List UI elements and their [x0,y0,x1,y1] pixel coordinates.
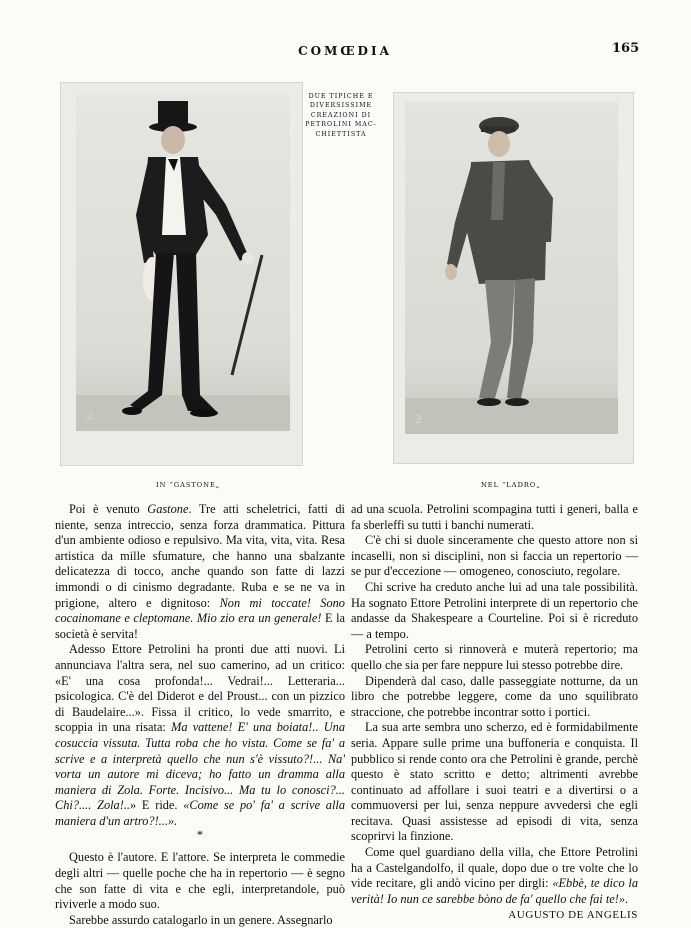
magazine-title: COMŒDIA [298,44,392,58]
gastone-figure-illustration [76,95,290,431]
text-run: E la società è servita! [55,611,345,641]
text-run: Come quel guardiano della villa, che Ettore Petrolini ha a Castelgandolfo, il quale, dopo due o tre volte che lo vide recitare, gli andò vicino per dirgli: [351,845,638,891]
paragraph: Chi scrive ha creduto anche lui ad una tale possibilità. Ha sognato Ettore Petrolini interprete di un repertorio che andasse da Shakespeare a Courteline. Poi si è ricreduto — a tempo. [351,579,638,641]
article-column-left [55,502,345,928]
center-caption-line: DUE TIPICHE E [308,93,374,100]
left-photo-caption: IN “GASTONE„ [156,481,221,489]
play-title-gastone: Gastone [147,502,189,516]
quoted-dialect: Ma vattene! E' una boiata!.. Una cosuccia vissuta. Tutta roba che ho vista. Come se fa' a scrive e a interpretà quello che nun s'è vissuto?!... Na' vorta un autore mi diceva; ho fatto un dramma alla maniera di Zola. Forte. Incisivo... Ma tu lo conosci?... Chi?.... Zola!.. [55,720,345,813]
center-caption-line: DIVERSISSIME [309,102,373,110]
center-caption-line: PETROLINI MAC- [305,121,377,129]
text-run: » E ride. [130,798,184,813]
paragraph: ad una scuola. Petrolini scompagina tutti i generi, balla e fa sberleffi su tutti i banchi numerati. [351,502,638,532]
text-run: . [625,891,629,906]
center-caption [301,92,381,139]
article-column-right [351,502,638,924]
paragraph: Petrolini certo si rinnoverà e muterà repertorio; ma quello che sia per fare neppure lui stesso potrebbe dire. [351,642,638,672]
paragraph: Dipenderà dal caso, dalle passeggiate notturne, da un libro che potrebbe leggere, come da uno squilibrato straccione, che potrebbe incontrar sotto i portici. [351,673,638,719]
right-plate-mark: 2 [415,413,422,426]
page-number: 165 [612,41,640,56]
paragraph: Questo è l'autore. E l'attore. Se interpreta le commedie degli altri — quelle poche che ha in repertorio — è segno che son fatte di vita e che egli, interpretandole, può riviverle a modo suo. [55,850,345,912]
paragraph: La sua arte sembra uno scherzo, ed è formidabilmente seria. Appare sulle prime una buffoneria e conquista. Il pubblico si rende conto ora che Petrolini è grande, perchè questo è stato scritto e detto; altrimenti avrebbe continuato ad affollare i suoi teatri e a divertirsi o a commuoversi per lui, senza neppure avvedersi che egli recitava. Quasi assistesse ad episodi di vita, senza scoprirvi la finzione. [351,720,638,844]
center-caption-line: CREAZIONI DI [310,111,372,119]
ladro-figure-illustration [405,102,618,434]
center-caption-line: CHIETTISTA [315,130,367,138]
paragraph: Sarebbe assurdo catalogarlo in un genere. Assegnarlo [69,912,333,927]
quoted-line: Non mi toccate! Sono cocainomane e cleptomane. Mio zio era un generale! [55,595,345,626]
paragraph: C'è chi si duole sinceramente che questo attore non si incaselli, non si disciplini, non si faccia un repertorio — se pur d'eccezione — omogeneo, conosciuto, regolare. [351,533,638,579]
right-photo [405,102,618,434]
paragraph [55,642,345,829]
paragraph [55,502,345,642]
text-run: Adesso Ettore Petrolini ha pronti due atti nuovi. Li annunciava l'altra sera, nel suo camerino, ad un critico: «E' una cosa profonda!... Vedrai!... Letteraria... psicologica. C'è del Diderot e del Proust... con un pizzico di Baudelaire...». Fissa il critico, lo vede smarrito, e scoppia in una risata: [55,642,345,735]
section-separator: * [196,828,204,843]
author-signature: AUGUSTO DE ANGELIS [508,909,638,922]
text-run: Poi è venuto [69,502,148,516]
paragraph [351,845,638,907]
right-photo-caption: NEL “LADRO„ [481,481,541,489]
left-plate-mark: 2 [86,410,93,423]
left-photo [76,95,290,431]
quoted-dialect: «Come se po' fa' a scrive alla maniera d'un artro?!...». [55,798,346,828]
quoted-dialect: «Ebbè, te dico la verità! Io nun ce sarebbe bòno de fa' quello che fai te!» [351,876,639,906]
text-run: . Tre atti scheletrici, fatti di niente, senza intreccio, senza forza drammatica. Pittura d'un ambiente odioso e repulsivo. Ma vita, vita, vita. Resa artistica da mille sfumature, che hanno una sbalzante delicatezza di tocco, anche quando son fatte di lazzi immondi o di cinismo degradante. Ruba e se ne va in prigione, altero e dignitoso: [55,502,345,610]
